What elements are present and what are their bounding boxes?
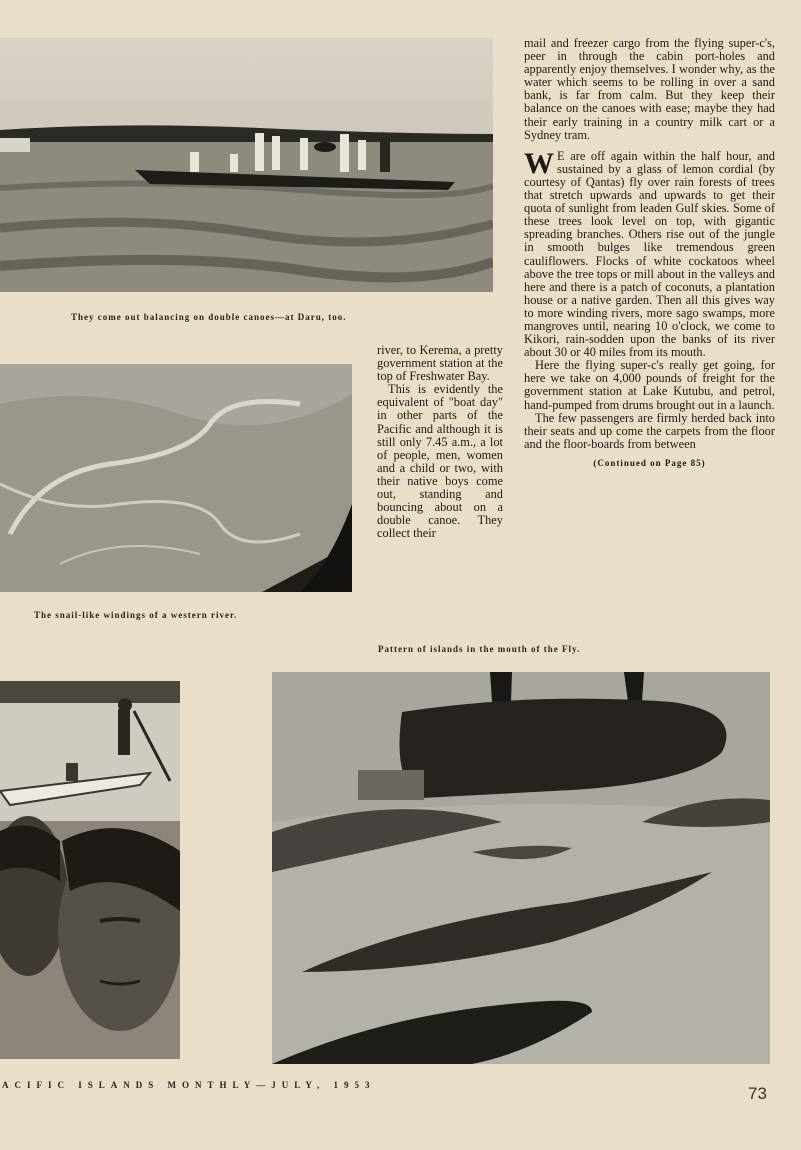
photo-islands-fly-mouth [272,672,770,1064]
page-number: 73 [748,1084,767,1103]
caption-islands: Pattern of islands in the mouth of the Fly. [378,644,581,654]
paragraph: river, to Kerema, a pretty government station at the top of Freshwater Bay. [377,343,503,384]
paragraph: This is evidently the equivalent of "boat day" in other parts of the Pacific and although it is still only 7.45 a.m., a lot of people, men, women and a child or two, with their native boys come out, standing and bouncing about on a double canoe. They collect their [377,382,503,541]
paragraph: mail and freezer cargo from the flying super-c's, peer in through the cabin port-holes and apparently enjoy themselves. I wonder why, as the water which seems to be rolling in over a sand bank, is far from calm. But they keep their balance on the canoes with ease; maybe they had their early training in a country milk cart or a Sydney tram. [524,36,775,142]
paragraph: Here the flying super-c's really get going, for here we take on 4,000 pounds of freight for the government station at Lake Kutubu, and petrol, hand-pumped from drums brought out in a launch. [524,358,775,412]
paragraph-dropcap [524,146,775,360]
photo-river-windings [0,364,352,592]
caption-river: The snail-like windings of a western river. [34,610,238,620]
continued-note: (Continued on Page 85) [593,457,706,468]
caption-canoes: They come out balancing on double canoes—at Daru, too. [71,312,347,322]
photo-double-canoes [0,38,493,292]
paragraph: The few passengers are firmly herded back into their seats and up come the carpets from the floor and the floor-boards from between [524,410,775,451]
article-column-narrow [377,344,503,540]
photo-canoe-faces [0,681,180,1059]
masthead-footer: ACIFIC ISLANDS MONTHLY—JULY, 1953 [2,1080,376,1090]
drop-cap: W [524,146,554,180]
article-column-right [524,37,775,470]
paragraph-text: E are off again within the half hour, and sustained by a glass of lemon cordial (by courtesy of Qantas) fly over rain forests of trees that stretch upwards and upwards to get their quota of sunlight from leaden Gulf skies. Some of these trees look level on top, with gigantic spreading branches. Others rise out of the jungle in smooth bulges like tremendous green cauliflowers. Flocks of white cockatoos wheel above the tree tops or mill about in the valleys and here and there is a patch of coconuts, a plantation house or a native garden. Then all this gives way to more winding rivers, more sago swamps, more mangroves until, nearing 10 o'clock, we come to Kikori, rain-sodden upon the banks of its river about 30 or 40 miles from its mouth. [524,148,775,360]
